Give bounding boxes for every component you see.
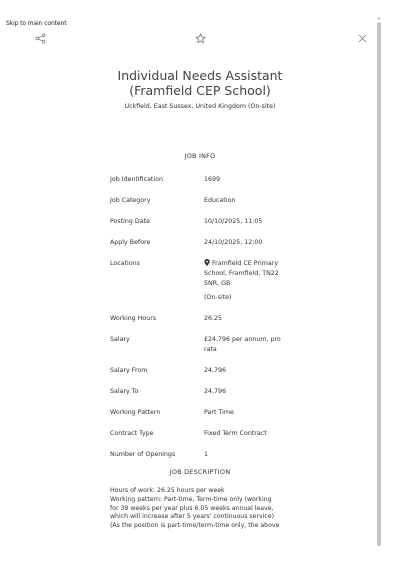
job-title-line1: Individual Needs Assistant [117,68,283,83]
info-label-empty [110,293,204,303]
job-title-line2: (Framfield CEP School) [129,83,271,98]
salary-line: rata [204,346,217,353]
close-icon [357,33,368,44]
info-value: 26.25 [204,315,223,322]
favorite-button[interactable] [190,28,210,48]
info-value: 24,796 [204,388,227,395]
info-label: Job Identification [110,176,163,183]
info-value: 24,796 [204,367,227,374]
share-button[interactable] [30,28,50,48]
star-icon [195,33,206,44]
skip-to-main-content-link[interactable]: Skip to main content [6,20,67,27]
info-value: 1 [204,451,209,458]
location-link[interactable] [204,259,300,269]
info-value: Part Time [204,409,234,416]
info-value: Education [204,197,236,204]
job-info-table [110,175,300,471]
info-label: Posting Date [110,218,150,225]
job-description-body [110,487,305,531]
description-line: which will increase after 5 years' continuous service) [110,513,274,521]
info-row-salary-from [110,366,300,376]
info-label: Working Pattern [110,409,161,416]
info-row-contract-type [110,429,300,439]
info-row-locations [110,259,300,289]
info-row-job-identification [110,175,300,185]
info-value [204,335,300,355]
info-row-salary [110,335,300,355]
info-label: Salary To [110,388,139,395]
scrollbar-up-arrow[interactable]: ▲ [377,15,381,20]
job-header [0,68,400,110]
info-label: Contract Type [110,430,154,437]
info-row-number-of-openings [110,450,300,460]
info-label: Apply Before [110,239,151,246]
job-location: Uckfield, East Sussex, United Kingdom (On-site) [124,103,276,110]
info-value-onsite: (On-site) [204,294,232,301]
location-line: School, Framfield, TN22 [204,270,279,277]
info-label: Number of Openings [110,451,176,458]
description-line: Hours of work: 26.25 hours per week [110,487,225,494]
info-row-working-pattern [110,408,300,418]
info-value: 10/10/2025, 11:05 [204,218,263,225]
info-label: Salary From [110,367,148,374]
info-value: Fixed Term Contract [204,430,267,437]
job-toolbar [0,28,378,48]
info-row-job-category [110,196,300,206]
salary-line: £24,796 per annum, pro [204,336,281,343]
info-label: Locations [110,260,140,267]
info-value [204,259,300,289]
info-label: Job Category [110,197,151,204]
location-line: 5NR, GB [204,280,231,287]
info-row-working-hours [110,314,300,324]
info-row-salary-to [110,387,300,397]
job-description-heading: JOB DESCRIPTION [169,468,231,476]
description-line: (As the position is part-time/term-time only, the above [110,522,280,530]
description-line: for 39 weeks per year plus 6.05 weeks annual leave, [110,504,274,512]
description-line: Working pattern: Part-time, Term-time only (working [110,495,272,503]
close-button[interactable] [352,28,372,48]
share-icon [35,33,46,44]
map-pin-icon [204,259,210,266]
info-row-onsite [110,293,300,303]
location-line: Framfield CE Primary [212,260,279,267]
info-row-posting-date [110,217,300,227]
info-label: Working Hours [110,315,157,322]
info-value: 24/10/2025, 12:00 [204,239,263,246]
info-label: Salary [110,336,130,343]
info-value: 1699 [204,176,221,183]
job-info-heading: JOB INFO [184,152,216,160]
info-row-apply-before [110,238,300,248]
